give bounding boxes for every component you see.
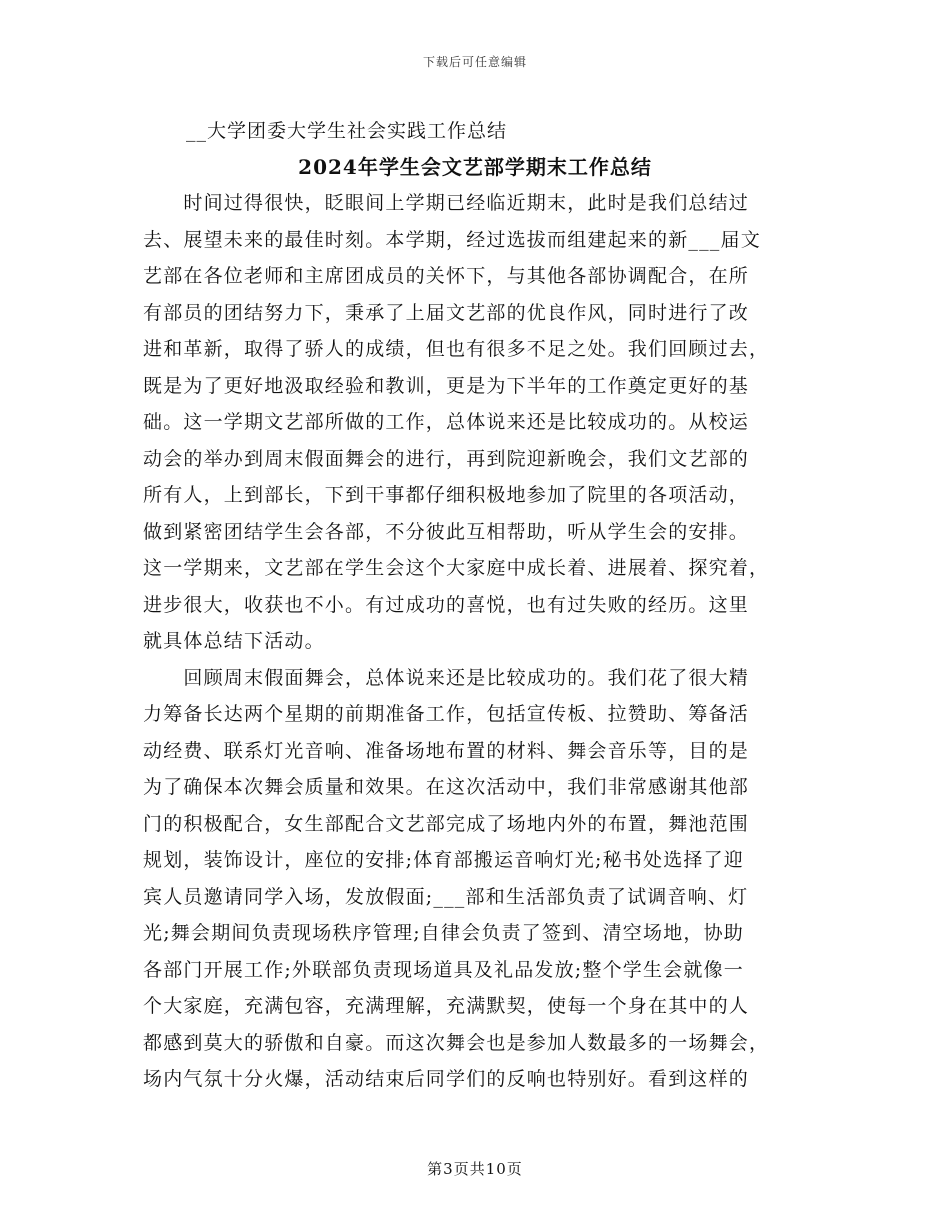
document-body [143,185,803,1098]
text-line: 这一学期来，文艺部在学生会这个大家庭中成长着、进展着、探究着， [143,557,770,579]
paragraph [143,185,803,660]
text-line: 光;舞会期间负责现场秩序管理;自律会负责了签到、清空场地，协助 [143,922,745,944]
text-line: 场内气氛十分火爆，活动结束后同学们的反响也特别好。看到这样的 [143,1068,750,1090]
text-line: 有部员的团结努力下，秉承了上届文艺部的优良作风，同时进行了改 [143,301,750,324]
text-line: 做到紧密团结学生会各部，不分彼此互相帮助，听从学生会的安排。 [143,520,750,543]
text-line: 进步很大，收获也不小。有过成功的喜悦，也有过失败的经历。这里 [143,593,750,616]
text-line: 门的积极配合，女生部配合文艺部完成了场地内外的布置，舞池范围 [143,812,750,835]
document-title: 2024年学生会文艺部学期末工作总结 [298,155,652,179]
header-note: 下载后可任意编辑 [422,55,527,69]
text-line: 既是为了更好地汲取经验和教训，更是为下半年的工作奠定更好的基 [143,374,750,397]
text-line: 时间过得很快，眨眼间上学期已经临近期末，此时是我们总结过 [143,192,750,214]
text-line: 都感到莫大的骄傲和自豪。而这次舞会也是参加人数最多的一场舞会， [143,1031,770,1054]
text-line: 础。这一学期文艺部所做的工作，总体说来还是比较成功的。从校运 [143,411,750,433]
text-line: 力筹备长达两个星期的前期准备工作，包括宣传板、拉赞助、筹备活 [143,703,750,725]
text-line: 为了确保本次舞会质量和效果。在这次活动中，我们非常感谢其他部 [143,776,750,798]
text-line: 去、展望未来的最佳时刻。本学期，经过选拔而组建起来的新___届文 [143,228,761,251]
text-line: 各部门开展工作;外联部负责现场道具及礼品发放;整个学生会就像一 [143,958,745,981]
text-line: 艺部在各位老师和主席团成员的关怀下，与其他各部协调配合，在所 [143,265,750,287]
text-line: 动会的举办到周末假面舞会的进行，再到院迎新晚会，我们文艺部的 [143,447,750,470]
text-line: 个大家庭，充满包容，充满理解，充满默契，使每一个身在其中的人 [143,995,750,1017]
text-line: 就具体总结下活动。 [143,630,325,652]
text-line: 宾人员邀请同学入场，发放假面;___部和生活部负责了试调音响、灯 [143,885,749,908]
page-indicator: 第3页共10页 [427,1160,523,1178]
text-line: 所有人，上到部长，下到干事都仔细积极地参加了院里的各项活动， [143,484,750,506]
previous-section-title: __大学团委大学生社会实践工作总结 [186,120,508,142]
text-line: 进和革新，取得了骄人的成绩，但也有很多不足之处。我们回顾过去， [143,338,770,360]
text-line: 动经费、联系灯光音响、准备场地布置的材料、舞会音乐等，目的是 [143,739,750,762]
text-line: 规划，装饰设计，座位的安排;体育部搬运音响灯光;秘书处选择了迎 [143,849,745,871]
text-line: 回顾周末假面舞会，总体说来还是比较成功的。我们花了很大精 [143,666,750,689]
paragraph [143,660,803,1098]
